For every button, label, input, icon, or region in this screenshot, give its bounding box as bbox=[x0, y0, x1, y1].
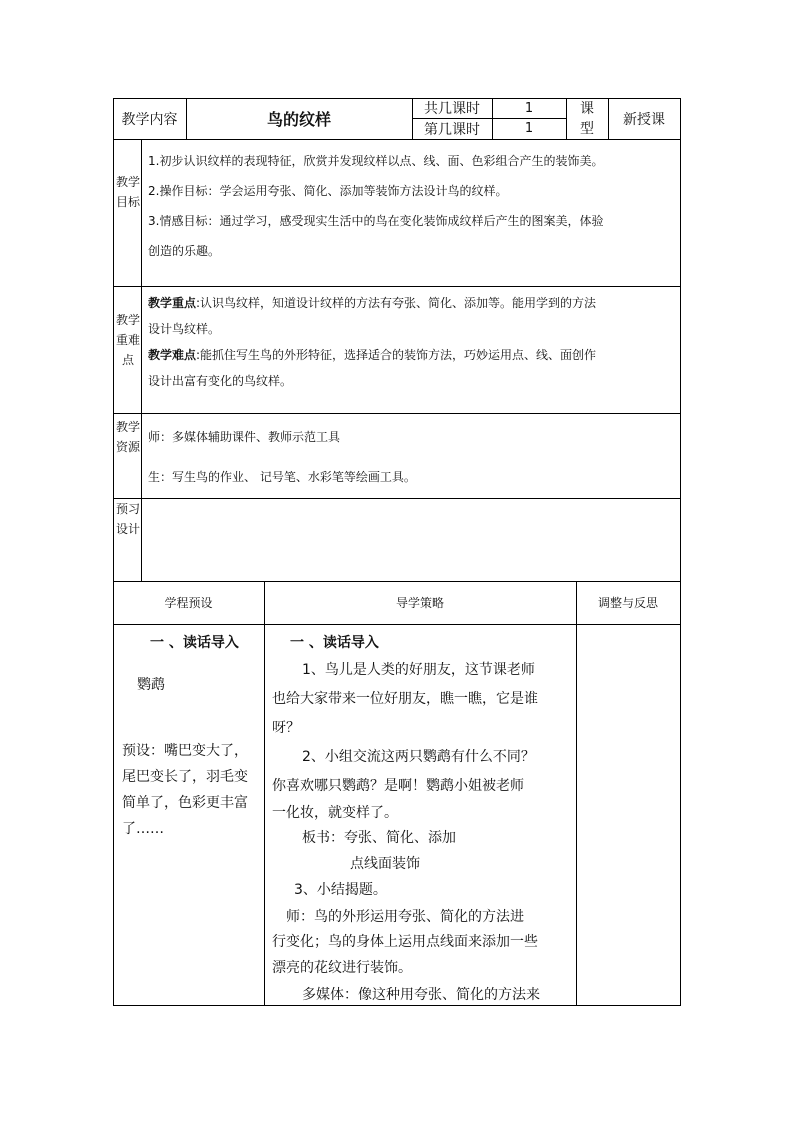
objective-line: 创造的乐趣。 bbox=[148, 244, 221, 258]
col-header-course: 学程预设 bbox=[164, 596, 213, 610]
difficulty-label: 教学难点 bbox=[148, 348, 197, 362]
preset-line: 简单了，色彩更丰富 bbox=[122, 795, 248, 811]
rule bbox=[113, 139, 681, 140]
strategy-line: 呀？ bbox=[272, 720, 300, 736]
rule bbox=[264, 581, 265, 1006]
rule bbox=[113, 1005, 681, 1006]
focus-text: :认识鸟纹样，知道设计纹样的方法有夸张、简化、添加等。能用学到的方法 bbox=[196, 296, 597, 310]
total-lessons-value: 1 bbox=[524, 100, 534, 116]
preview-label: 预习设计 bbox=[115, 502, 140, 536]
lesson-title: 鸟的纹样 bbox=[266, 110, 331, 129]
col-header-strategy: 导学策略 bbox=[395, 596, 444, 610]
rule bbox=[576, 581, 577, 1006]
preset-line: 预设：嘴巴变大了， bbox=[122, 743, 248, 759]
student-resources: 生：写生鸟的作业、 记号笔、水彩笔等绘画工具。 bbox=[148, 470, 416, 484]
content-label: 教学内容 bbox=[121, 111, 178, 128]
objective-line: 3.情感目标：通过学习，感受现实生活中的鸟在变化装饰成纹样后产生的图案美，体验 bbox=[148, 214, 604, 228]
type-value: 新授课 bbox=[623, 111, 665, 128]
current-lesson-value: 1 bbox=[524, 121, 534, 136]
strategy-line: 多媒体：像这种用夸张、简化的方法来 bbox=[302, 987, 540, 1003]
objective-line: 1.初步认识纹样的表现特征，欣赏并发现纹样以点、线、面、色彩组合产生的装饰美。 bbox=[148, 154, 604, 168]
rule bbox=[113, 498, 681, 499]
rule bbox=[113, 413, 681, 414]
strategy-line: 行变化；鸟的身体上运用点线面来添加一些 bbox=[272, 934, 538, 950]
strategy-line: 师：鸟的外形运用夸张、简化的方法进 bbox=[286, 909, 524, 925]
rule bbox=[113, 286, 681, 287]
col-header-reflection: 调整与反思 bbox=[597, 596, 658, 610]
rule bbox=[113, 624, 681, 625]
teacher-resources: 师：多媒体辅助课件、教师示范工具 bbox=[148, 430, 341, 444]
strategy-line: 1、鸟儿是人类的好朋友，这节课老师 bbox=[302, 662, 535, 678]
difficulty-line-1 bbox=[148, 342, 596, 368]
preset-line: 了…… bbox=[122, 821, 164, 837]
focus-line-2: 设计鸟纹样。 bbox=[148, 322, 221, 336]
rule bbox=[680, 98, 681, 1006]
rule bbox=[113, 98, 114, 1006]
strategy-line: 2、小组交流这两只鹦鹉有什么不同？ bbox=[302, 749, 535, 765]
focus-line-1 bbox=[148, 290, 596, 316]
mid-section-title: 一 、读话导入 bbox=[290, 635, 379, 651]
strategy-line: 也给大家带来一位好朋友，瞧一瞧，它是谁 bbox=[272, 691, 538, 707]
bird-name: 鹦鹉 bbox=[137, 677, 165, 693]
focus-label: 教学重点 bbox=[148, 296, 197, 310]
current-lesson-label: 第几课时 bbox=[424, 121, 480, 138]
strategy-line: 板书：夸张、简化、添加 bbox=[302, 830, 456, 846]
preset-line: 尾巴变长了，羽毛变 bbox=[122, 769, 248, 785]
rule bbox=[566, 98, 567, 139]
difficulty-line-2: 设计出富有变化的鸟纹样。 bbox=[148, 374, 293, 388]
resources-label: 教学资源 bbox=[115, 420, 140, 454]
strategy-line: 漂亮的花纹进行装饰。 bbox=[272, 960, 412, 976]
total-lessons-label: 共几课时 bbox=[424, 101, 480, 117]
objectives-label: 教学目标 bbox=[115, 175, 140, 209]
objective-line: 2.操作目标：学会运用夸张、简化、添加等装饰方法设计鸟的纹样。 bbox=[148, 184, 508, 198]
strategy-line: 3、小结揭题。 bbox=[294, 882, 387, 898]
key-points-label: 教学重难点 bbox=[115, 313, 140, 367]
difficulty-text: :能抓住写生鸟的外形特征，选择适合的装饰方法，巧妙运用点、线、面创作 bbox=[196, 348, 597, 362]
strategy-line: 点线面装饰 bbox=[350, 856, 420, 872]
type-label: 课型 bbox=[580, 100, 594, 137]
strategy-line: 一化妆，就变样了。 bbox=[272, 805, 398, 821]
left-section-title: 一 、读话导入 bbox=[150, 635, 239, 651]
strategy-line: 你喜欢哪只鹦鹉？是啊！鹦鹉小姐被老师 bbox=[272, 778, 524, 794]
